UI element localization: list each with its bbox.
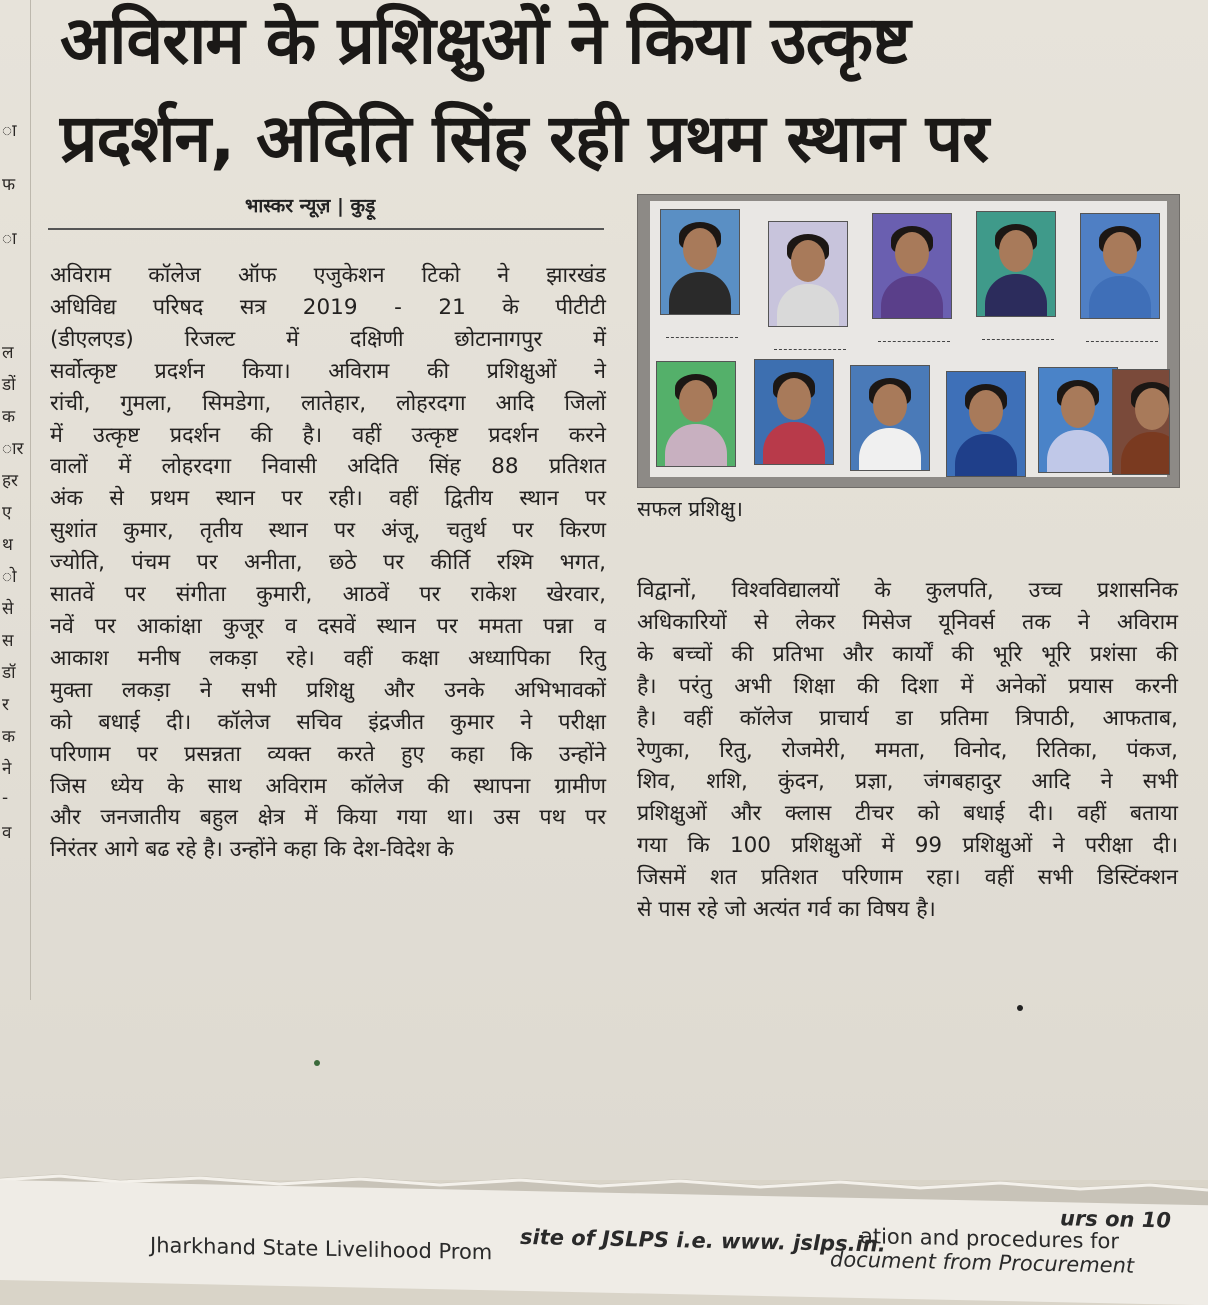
student-portrait [872, 213, 952, 319]
photo-collage [650, 201, 1167, 477]
article-column-right [637, 575, 1178, 926]
article-line: (डीएलएड) रिजल्ट में दक्षिणी छोटानागपुर में [50, 326, 606, 352]
handwritten-name-label [982, 323, 1054, 340]
article-line: में उत्कृष्ट प्रदर्शन की है। वहीं उत्कृष्ट प्रदर्शन करने [50, 422, 606, 448]
adjacent-column-fragment: - [2, 788, 9, 808]
adjacent-column-fragment: ल [2, 343, 14, 363]
student-portrait [1080, 213, 1160, 319]
adjacent-column-fragment: से [2, 599, 14, 619]
article-line: विद्वानों, विश्वविद्यालयों के कुलपति, उच्च प्रशासनिक [637, 578, 1178, 603]
article-line: गया कि 100 प्रशिक्षुओं में 99 प्रशिक्षुओं ने परीक्षा दी। [637, 833, 1178, 859]
student-portrait [656, 361, 736, 467]
group-photo [637, 194, 1180, 488]
adjacent-column-fragment: थ [2, 535, 13, 555]
underlying-text-1b: ation and procedures for [860, 1224, 1119, 1254]
adjacent-column-fragment: क [2, 407, 16, 427]
handwritten-name-label [774, 333, 846, 350]
student-portrait [754, 359, 834, 465]
article-line: शिव, शशि, कुंदन, प्रज्ञा, जंगबहादुर आदि ने सभी [637, 769, 1178, 795]
student-portrait [976, 211, 1056, 317]
adjacent-column-fragment: ा [2, 121, 17, 141]
article-line: रांची, गुमला, सिमडेगा, लातेहार, लोहरदगा आदि जिलों [50, 390, 606, 416]
article-line: सातवें पर संगीता कुमारी, आठवें पर राकेश खेरवार, [50, 582, 606, 608]
adjacent-column-fragment: ए [2, 503, 12, 523]
article-line: नवें पर आकांक्षा कुजूर व दसवें स्थान पर ममता पन्ना व [50, 613, 606, 639]
article-line: रेणुका, रितु, रोजमेरी, ममता, विनोद, रितिका, पंकज, [637, 737, 1178, 763]
article-line: ज्योति, पंचम पर अनीता, छठे पर कीर्ति रश्मि भगत, [50, 550, 606, 576]
adjacent-column-fragment: फ [2, 175, 16, 195]
underlying-text-2: site of JSLPS i.e. www. jslps.in. [520, 1224, 886, 1257]
article-column-left [50, 260, 606, 866]
article-line: है। वहीं कॉलेज प्राचार्य डा प्रतिमा त्रिपाठी, आफताब, [637, 705, 1178, 731]
article-line: वालों में लोहरदगा निवासी अदिति सिंह 88 प्रतिशत [50, 454, 606, 480]
adjacent-column-fragment: डॉ [2, 663, 16, 683]
article-line: से पास रहे जो अत्यंत गर्व का विषय है। [637, 897, 936, 923]
article-line: प्रशिक्षुओं और क्लास टीचर को बधाई दी। वहीं बताया [637, 801, 1178, 827]
adjacent-column-fragment: ो [2, 567, 17, 587]
byline: भास्कर न्यूज़ | कुड़ू [245, 195, 376, 217]
adjacent-column-fragment: स [2, 631, 14, 651]
student-portrait [1112, 369, 1170, 475]
student-portrait [850, 365, 930, 471]
article-line: को बधाई दी। कॉलेज सचिव इंद्रजीत कुमार ने परीक्षा [50, 709, 606, 735]
adjacent-column-strip [0, 0, 31, 1000]
article-line: आकाश मनीष लकड़ा रहे। वहीं कक्षा अध्यापिका रितु [50, 645, 606, 671]
ink-speck [1017, 1005, 1023, 1011]
adjacent-column-fragment: हर [2, 471, 18, 491]
handwritten-name-label [1086, 325, 1158, 342]
adjacent-column-fragment: ा [2, 229, 17, 249]
article-line: अधिविद्य परिषद सत्र 2019 - 21 के पीटीटी [50, 294, 606, 320]
adjacent-column-fragment: ार [2, 439, 24, 459]
article-line: निरंतर आगे बढ रहे है। उन्होंने कहा कि देश-विदेश के [50, 837, 454, 863]
underlying-text-1a: urs on 10 [1060, 1206, 1172, 1233]
handwritten-name-label [878, 325, 950, 342]
student-portrait [660, 209, 740, 315]
adjacent-column-fragment: व [2, 823, 12, 843]
student-portrait [946, 371, 1026, 477]
student-portrait [768, 221, 848, 327]
article-line: और जनजातीय बहुल क्षेत्र में किया गया था। उस पथ पर [50, 805, 606, 831]
photo-caption: सफल प्रशिक्षु। [637, 497, 743, 521]
article-line: के बच्चों की प्रतिभा और कार्यों की भूरि भूरि प्रशंसा की [637, 641, 1178, 667]
adjacent-column-fragment: र [2, 695, 9, 715]
underlying-text-2b: document from Procurement [830, 1247, 1135, 1278]
adjacent-column-fragment: क [2, 727, 16, 747]
headline-line-2: प्रदर्शन, अदिति सिंह रही प्रथम स्थान पर [60, 100, 989, 177]
article-line: सुशांत कुमार, तृतीय स्थान पर अंजू, चतुर्थ पर किरण [50, 518, 606, 544]
article-line: परिणाम पर प्रसन्नता व्यक्त करते हुए कहा कि उन्होंने [50, 741, 606, 767]
student-portrait [1038, 367, 1118, 473]
adjacent-column-fragment: डों [2, 375, 16, 395]
article-line: जिसमें शत प्रतिशत परिणाम रहा। वहीं सभी डिस्टिंक्शन [637, 865, 1178, 891]
adjacent-column-fragment: ने [2, 759, 12, 779]
handwritten-name-label [666, 321, 738, 338]
article-line: अविराम कॉलेज ऑफ एजुकेशन टिको ने झारखंड [50, 263, 606, 288]
ink-speck [314, 1060, 320, 1066]
headline-line-1: अविराम के प्रशिक्षुओं ने किया उत्कृष्ट [60, 2, 910, 79]
underlying-text-3: Jharkhand State Livelihood Prom [150, 1233, 493, 1265]
article-line: है। परंतु अभी शिक्षा की दिशा में अनेकों प्रयास करनी [637, 673, 1178, 699]
article-line: अंक से प्रथम स्थान पर रही। वहीं द्वितीय स्थान पर [50, 486, 606, 512]
article-line: अधिकारियों से लेकर मिसेज यूनिवर्स तक ने अविराम [637, 609, 1178, 635]
article-line: मुक्ता लकड़ा ने सभी प्रशिक्षु और उनके अभिभावकों [50, 677, 606, 703]
article-line: सर्वोत्कृष्ट प्रदर्शन किया। अविराम की प्रशिक्षुओं ने [50, 358, 606, 384]
article-line: जिस ध्येय के साथ अविराम कॉलेज की स्थापना ग्रामीण [50, 773, 606, 799]
byline-rule [48, 228, 604, 230]
